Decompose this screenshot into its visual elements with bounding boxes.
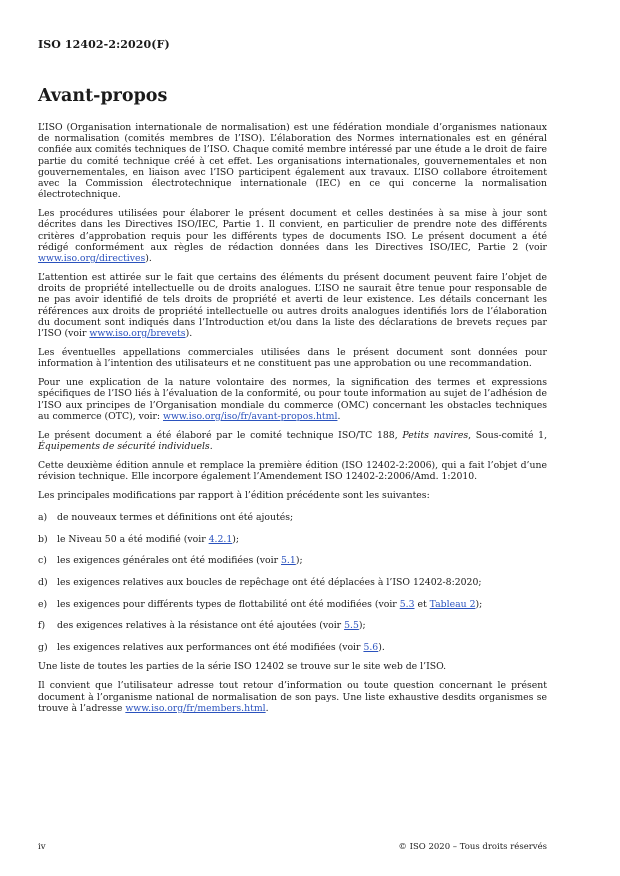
list-item: b) le Niveau 50 a été modifié (voir 4.2.1); (38, 533, 240, 545)
paragraph-committee: Le présent document a été élaboré par le comité technique ISO/TC 188, Petits navires, Sous-comité 1, Équipements de sécurité individuels. (38, 429, 548, 453)
list-item: a) de nouveaux termes et définitions ont été ajoutés; (38, 511, 294, 523)
list-item: c) les exigences générales ont été modifiées (voir 5.1); (38, 555, 303, 567)
list-item: f) des exigences relatives à la résistance ont été ajoutées (voir 5.5); (38, 620, 366, 632)
ref-link-5-1[interactable]: 5.1 (281, 555, 296, 567)
paragraph-patents: L’attention est attirée sur le fait que certains des éléments du présent document peuvent faire l’objet de droits de propriété intellectuelle ou de droits analogues. L’ISO ne saurait être tenue pour responsable de ne pas avoir identifié de tels droits de propriété et averti de leur existence. Les détails concernant les références aux droits de propriété intellectuelle ou autres droits analogues identifiés lors de l’élaboration du document sont indiqués dans l’Introduction et/ou dans la liste des déclarations de brevets reçues par l’ISO (voir www.iso.org/brevets). (38, 272, 547, 340)
foreword-info-link[interactable]: www.iso.org/iso/fr/avant-propos.html (163, 410, 338, 422)
page-title: Avant-propos (38, 86, 168, 106)
paragraph-changes-intro: Les principales modifications par rapport à l’édition précédente sont les suivantes: (38, 490, 430, 502)
ref-link-5-5[interactable]: 5.5 (344, 620, 359, 632)
foreword-body (38, 122, 547, 722)
paragraph-iso-intro: L’ISO (Organisation internationale de normalisation) est une fédération mondiale d’organismes nationaux de normalisation (comités membres de l’ISO). L’élaboration des Normes internationales est en général confiée aux comités techniques de l’ISO. Chaque comité membre intéressé par une étude a le droit de faire partie du comité technique créé à cet effet. Les organisations internationales, gouvernementales et non gouvernementales, en liaison avec l’ISO participent également aux travaux. L’ISO collabore étroitement avec la Commission électrotechnique internationale (IEC) en ce qui concerne la normalisation électrotechnique. (38, 122, 547, 201)
list-item: g) les exigences relatives aux performances ont été modifiées (voir 5.6). (38, 642, 385, 654)
directives-link[interactable]: www.iso.org/directives (38, 253, 146, 265)
paragraph-trade-names: Les éventuelles appellations commerciales utilisées dans le présent document sont données pour information à l’intention des utilisateurs et ne constituent pas une approbation ou une recommandation. (38, 347, 547, 370)
paragraph-series-list: Une liste de toutes les parties de la série ISO 12402 se trouve sur le site web de l’ISO. (38, 661, 447, 673)
list-item: d) les exigences relatives aux boucles de repêchage ont été déplacées à l’ISO 12402-8:2020; (38, 577, 482, 589)
document-id-header: ISO 12402-2:2020(F) (38, 38, 170, 51)
paragraph-voluntary-nature: Pour une explication de la nature volontaire des normes, la signification des termes et expressions spécifiques de l’ISO liés à l’évaluation de la conformité, ou pour toute information au sujet de l’adhésion de l’ISO aux principes de l’Organisation mondiale du commerce (OMC) concernant les obstacles techniques au commerce (OTC), voir: www.iso.org/iso/fr/avant-propos.html. (38, 377, 547, 422)
page-number: iv (38, 842, 46, 852)
copyright-notice: © ISO 2020 – Tous droits réservés (398, 842, 547, 852)
ref-link-5-3[interactable]: 5.3 (399, 598, 415, 610)
ref-link-tableau-2[interactable]: Tableau 2 (429, 598, 476, 610)
paragraph-edition: Cette deuxième édition annule et remplace la première édition (ISO 12402-2:2006), qui a fait l’objet d’une révision technique. Elle incorpore également l’Amendement ISO 12402-2:2006/Amd. 1:2010. (38, 460, 547, 483)
list-item: e) les exigences pour différents types de flottabilité ont été modifiées (voir 5.3 et Tableau 2); (38, 598, 483, 610)
members-link[interactable]: www.iso.org/fr/members.html (125, 702, 266, 714)
ref-link-4-2-1[interactable]: 4.2.1 (208, 533, 233, 545)
patents-link[interactable]: www.iso.org/brevets (89, 328, 186, 340)
paragraph-feedback: Il convient que l’utilisateur adresse tout retour d’information ou toute question concernant le présent document à l’organisme national de normalisation de son pays. Une liste exhaustive desdits organismes se trouve à l’adresse www.iso.org/fr/members.html. (38, 680, 547, 714)
paragraph-procedures: Les procédures utilisées pour élaborer le présent document et celles destinées à sa mise à jour sont décrites dans les Directives ISO/IEC, Partie 1. Il convient, en particulier de prendre note des différents critères d’approbation requis pour les différents types de documents ISO. Le présent document a été rédigé conformément aux règles de rédaction données dans les Directives ISO/IEC, Partie 2 (voir www.iso.org/directives). (38, 208, 547, 265)
ref-link-5-6[interactable]: 5.6 (363, 642, 379, 654)
